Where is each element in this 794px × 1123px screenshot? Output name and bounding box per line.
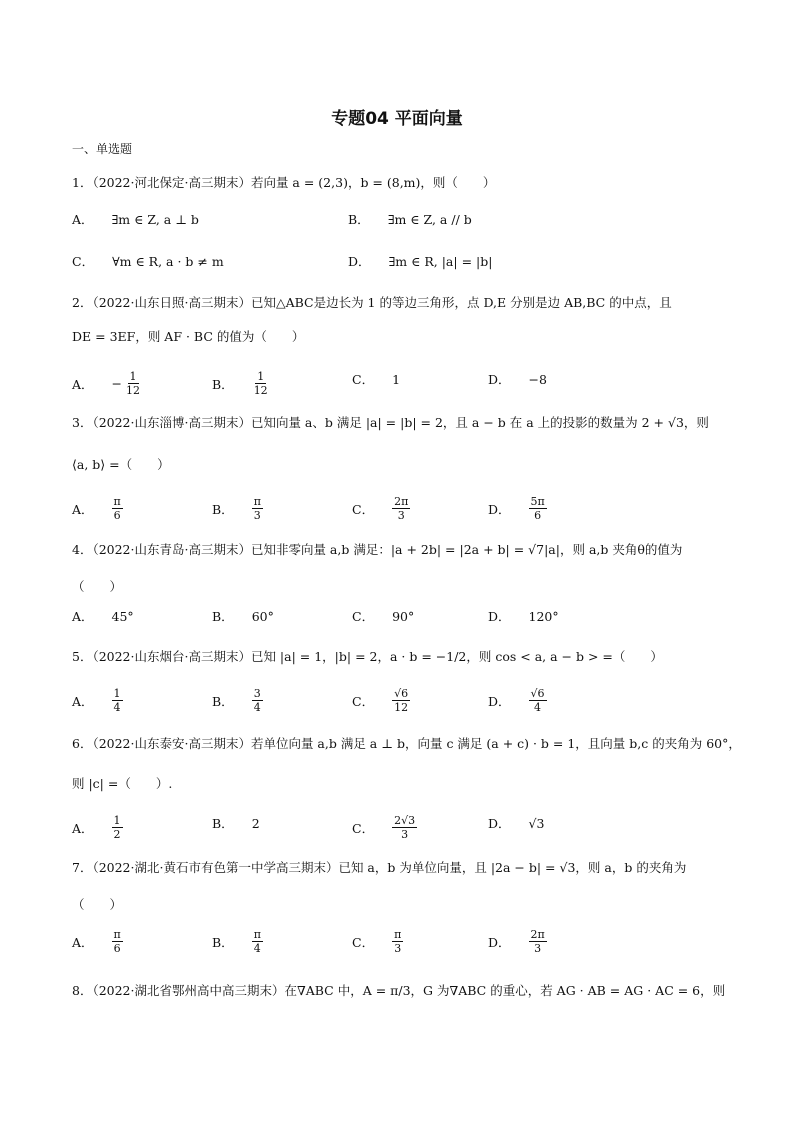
option-text: 45° [111,608,134,624]
option-label: D． [488,609,511,624]
question-text: 7．（2022·湖北·黄石市有色第一中学高三期末）已知 a，b 为单位向量，且 |2a − b| = √3，则 a，b 的夹角为 [72,860,687,875]
answer-option[interactable] [488,495,547,522]
fraction-numerator: π [253,928,261,941]
fraction-denominator: 6 [534,509,542,522]
fraction-denominator: 3 [253,509,261,522]
option-fraction [252,495,263,522]
option-label: B． [212,816,234,831]
fraction-numerator: 2π [394,495,409,508]
fraction-denominator: 6 [113,509,121,522]
option-fraction [252,928,263,955]
fraction-numerator: π [113,928,121,941]
fraction-denominator: 3 [401,828,409,841]
answer-option[interactable] [488,928,547,955]
option-text: 60° [251,608,274,624]
answer-option[interactable] [488,607,559,625]
option-fraction [392,495,410,522]
fraction-denominator: 12 [253,384,268,397]
option-label: B． [212,609,234,624]
option-label: C． [352,501,375,517]
fraction-denominator: 3 [394,942,402,955]
question-text: ⟨a, b⟩ =（ ） [72,457,170,472]
option-label: A． [72,609,94,624]
fraction-denominator: 4 [113,701,121,714]
fraction-denominator: 6 [113,942,121,955]
option-label: D． [488,372,511,387]
answer-option[interactable] [72,928,123,955]
option-text: ∀m ∈ R, a · b ≠ m [112,253,224,269]
option-label: C． [352,934,375,950]
fraction-numerator: 1 [113,687,121,700]
option-text: ∃m ∈ Z, a // b [387,211,472,227]
option-text: 2 [251,815,260,831]
option-fraction [529,928,547,955]
answer-option[interactable] [212,495,263,522]
question-text: 3．（2022·山东淄博·高三期末）已知向量 a、b 满足 |a| = |b| = 2，且 a − b 在 a 上的投影的数量为 2 + √3，则 [72,415,709,430]
fraction-numerator: 2√3 [394,814,416,827]
option-label: A． [72,693,94,709]
answer-option[interactable] [348,252,492,270]
option-label: C． [352,693,375,709]
fraction-denominator: 3 [397,509,405,522]
fraction-denominator: 12 [394,701,409,714]
option-label: C． [352,609,375,624]
option-text: ∃m ∈ Z, a ⊥ b [111,211,199,227]
answer-option[interactable] [488,814,544,832]
answer-option[interactable] [72,252,224,270]
answer-option[interactable] [352,687,410,714]
question-text: DE = 3EF，则 AF · BC 的值为（ ） [72,329,305,344]
fraction-denominator: 2 [113,828,121,841]
answer-option[interactable] [352,370,400,388]
option-fraction [112,687,123,714]
question-text: 4．（2022·山东青岛·高三期末）已知非零向量 a,b 满足：|a + 2b| = |2a + b| = √7|a|，则 a,b 夹角θ的值为 [72,542,683,557]
option-label: B． [212,693,234,709]
answer-option[interactable] [348,210,472,228]
fraction-denominator: 4 [253,701,261,714]
option-label: C． [352,372,375,387]
answer-option[interactable] [488,370,547,388]
option-text: √3 [528,815,545,831]
answer-option[interactable] [72,370,142,397]
option-label: C． [72,254,95,269]
fraction-denominator: 12 [126,384,141,397]
answer-option[interactable] [352,495,410,522]
question-text: （ ） [72,897,123,912]
option-label: D． [488,816,511,831]
fraction-numerator: 1 [129,370,137,383]
answer-option[interactable] [212,370,270,397]
question-text: 8．（2022·湖北省鄂州高中高三期末）在∇ABC 中，A = π/3，G 为∇ABC 的重心，若 AG · AB = AG · AC = 6，则 [72,983,726,998]
option-text: 1 [392,371,401,387]
answer-option[interactable] [72,687,123,714]
answer-option[interactable] [212,814,260,832]
option-text: ∃m ∈ R, |a| = |b| [388,253,493,269]
option-fraction [529,687,547,714]
fraction-numerator: π [394,928,402,941]
page-title: 专题04 平面向量 [331,109,463,129]
answer-option[interactable] [212,687,263,714]
fraction-numerator: √6 [530,687,545,700]
option-sign: − [111,376,123,391]
option-fraction [252,370,270,397]
answer-option[interactable] [212,928,263,955]
question-text: 1．（2022·河北保定·高三期末）若向量 a = (2,3)，b = (8,m)，则（ ） [72,175,496,190]
fraction-numerator: 1 [113,814,121,827]
option-label: D． [488,693,511,709]
fraction-numerator: √6 [394,687,409,700]
section-heading: 一、单选题 [72,142,133,156]
option-fraction [392,687,410,714]
fraction-denominator: 4 [534,701,542,714]
answer-option[interactable] [212,607,274,625]
question-text: 6．（2022·山东泰安·高三期末）若单位向量 a,b 满足 a ⊥ b，向量 c 满足 (a + c) · b = 1，且向量 b,c 的夹角为 60°， [72,736,741,751]
option-label: A． [72,212,94,227]
fraction-numerator: 3 [253,687,261,700]
option-label: B． [348,212,370,227]
answer-option[interactable] [72,607,134,625]
option-label: D． [488,501,511,517]
question-text: 则 |c| =（ ）. [72,776,173,791]
option-fraction [112,495,123,522]
fraction-denominator: 3 [534,942,542,955]
option-fraction [252,687,263,714]
option-label: A． [72,820,94,836]
fraction-numerator: 1 [257,370,265,383]
answer-option[interactable] [72,210,199,228]
fraction-numerator: π [113,495,121,508]
question-text: （ ） [72,579,123,594]
option-label: D． [348,254,371,269]
answer-option[interactable] [72,495,123,522]
answer-option[interactable] [488,687,547,714]
option-label: A． [72,376,94,392]
option-label: C． [352,820,375,836]
option-fraction [529,495,547,522]
option-fraction [392,928,403,955]
question-text: 2．（2022·山东日照·高三期末）已知△ABC是边长为 1 的等边三角形，点 D,E 分别是边 AB,BC 的中点，且 [72,295,672,310]
fraction-numerator: 5π [530,495,545,508]
option-label: B． [212,501,234,517]
option-label: A． [72,501,94,517]
option-label: D． [488,934,511,950]
option-label: B． [212,376,234,392]
option-text: 90° [392,608,415,624]
fraction-numerator: 2π [530,928,545,941]
fraction-denominator: 4 [253,942,261,955]
option-fraction [112,928,123,955]
option-label: A． [72,934,94,950]
answer-option[interactable] [72,814,123,841]
option-fraction [112,814,123,841]
answer-option[interactable] [352,928,403,955]
option-text: −8 [528,371,547,387]
question-text: 5．（2022·山东烟台·高三期末）已知 |a| = 1，|b| = 2，a · b = −1/2，则 cos < a, a − b > =（ ） [72,649,663,664]
option-text: 120° [528,608,559,624]
option-fraction [124,370,142,397]
option-fraction [392,814,417,841]
option-label: B． [212,934,234,950]
fraction-numerator: π [253,495,261,508]
answer-option[interactable] [352,814,417,841]
answer-option[interactable] [352,607,414,625]
